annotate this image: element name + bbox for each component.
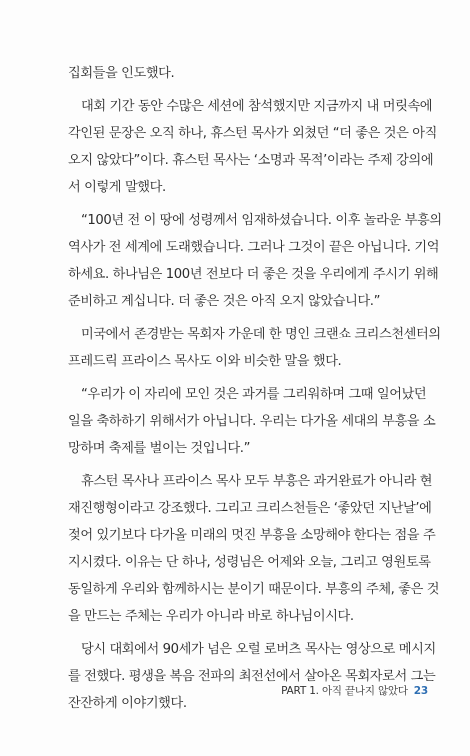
text-line: 하세요. 하나님은 100년 전보다 더 좋은 것을 우리에게 주시기 위해	[68, 267, 439, 282]
text-line: 지시켰다. 이유는 단 하나, 성령님은 어제와 오늘, 그리고 영원토록	[68, 555, 431, 570]
text-line: 집회들을 인도했다.	[68, 66, 175, 81]
text-line: 젖어 있기보다 다가올 미래의 멋진 부흥을 소망해야 한다는 점을 주	[68, 528, 436, 543]
text-line: “100년 전 이 땅에 성령께서 임재하셨습니다. 이후 놀라운 부흥의	[81, 213, 442, 228]
text-line: 서 이렇게 말했다.	[68, 180, 166, 195]
text-line: 를 전했다. 평생을 복음 전파의 최전선에서 살아온 목회자로서 그는	[68, 669, 436, 684]
text-line: 대회 기간 동안 수많은 세션에 참석했지만 지금까지 내 머릿속에	[81, 99, 433, 114]
text-line: 준비하고 계십니다. 더 좋은 것은 아직 오지 않았습니다.”	[68, 294, 381, 309]
part-title: PART 1. 아직 끝나지 않았다	[281, 685, 408, 697]
paragraph	[68, 60, 418, 87]
text-line: 각인된 문장은 오직 하나, 휴스턴 목사가 외쳤던 “더 좋은 것은 아직	[68, 126, 437, 141]
text-line: 당시 대회에서 90세가 넘은 오럴 로버츠 목사는 영상으로 메시지	[81, 642, 436, 657]
text-line: 휴스턴 목사나 프라이스 목사 모두 부흥은 과거완료가 아니라 현	[81, 474, 433, 489]
text-line: 재진행형이라고 강조했다. 그리고 크리스천들은 ‘좋았던 지난날’에	[68, 501, 432, 516]
text-line: 일을 축하하기 위해서가 아닙니다. 우리는 다가올 세대의 부흥을 소	[68, 414, 436, 429]
paragraph	[68, 381, 436, 462]
page-footer	[281, 683, 428, 698]
paragraph	[68, 207, 442, 315]
text-line: 잔잔하게 이야기했다.	[68, 696, 187, 711]
page-number: 23	[413, 685, 428, 697]
paragraph	[68, 93, 437, 201]
text-line: 동일하게 우리와 함께하시는 분이기 때문이다. 부흥의 주체, 좋은 것	[68, 582, 440, 597]
text-line: 을 만드는 주체는 우리가 아니라 바로 하나님이시다.	[68, 609, 354, 624]
text-line: 프레드릭 프라이스 목사도 이와 비슷한 말을 했다.	[68, 354, 342, 369]
text-line: 오지 않았다”이다. 휴스턴 목사는 ‘소명과 목적’이라는 주제 강의에	[68, 153, 434, 168]
text-line: 역사가 전 세계에 도래했습니다. 그러나 그것이 끝은 아닙니다. 기억	[68, 240, 440, 255]
paragraph	[68, 321, 441, 375]
text-line: 망하며 축제를 벌이는 것입니다.”	[68, 441, 251, 456]
text-line: “우리가 이 자리에 모인 것은 과거를 그리워하며 그때 일어났던	[81, 387, 427, 402]
paragraph	[68, 468, 440, 630]
text-line: 미국에서 존경받는 목회자 가운데 한 명인 크랜쇼 크리스천센터의	[81, 327, 441, 342]
